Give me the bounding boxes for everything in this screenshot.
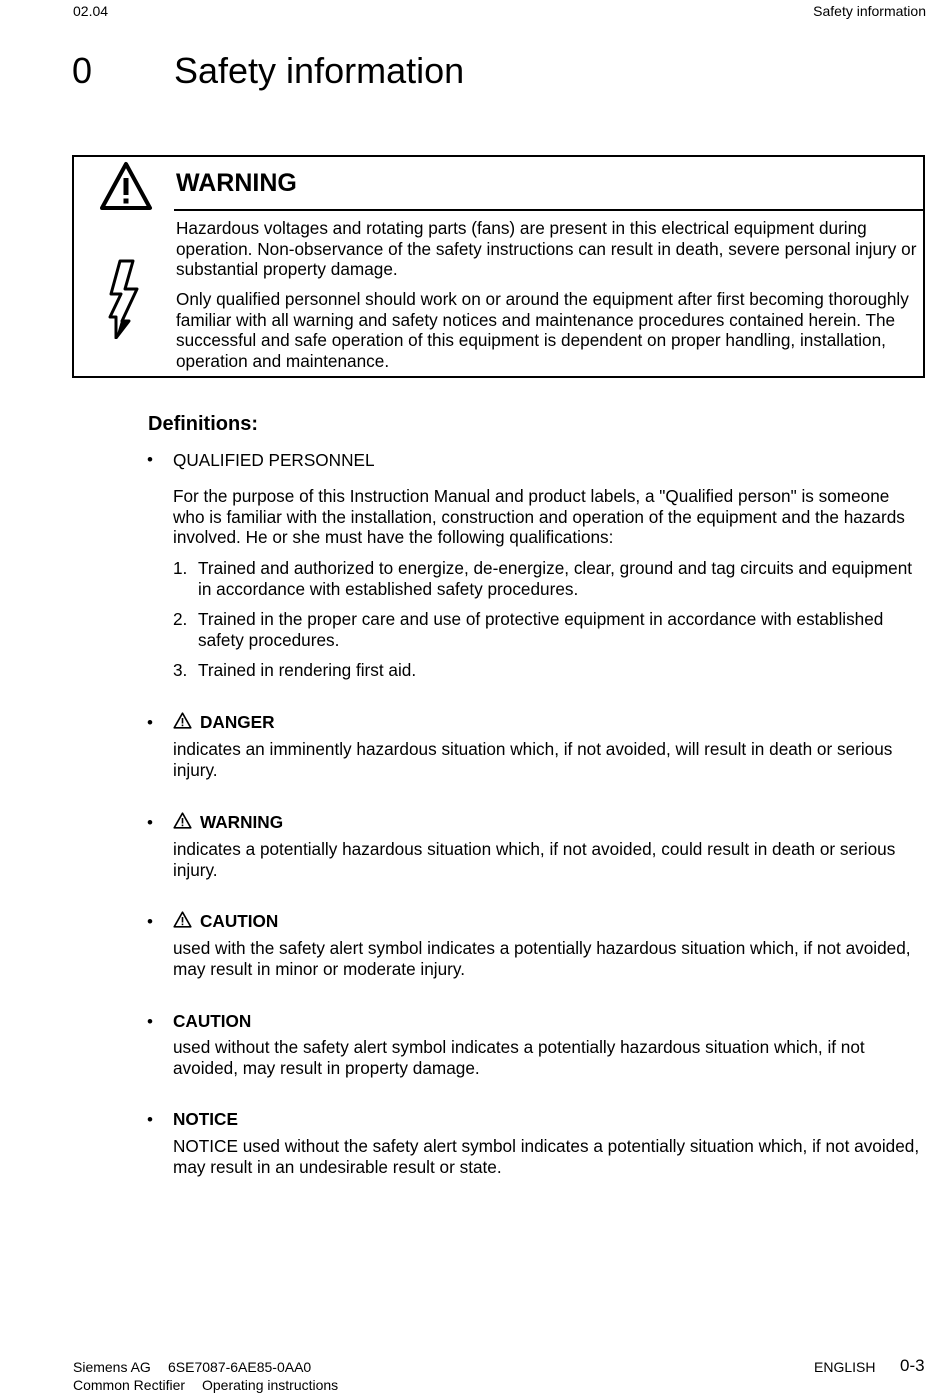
list-number: 1. (173, 558, 188, 578)
bullet: • (147, 1012, 153, 1031)
danger-label-text: DANGER (200, 712, 275, 732)
bullet: • (147, 912, 153, 931)
bullet: • (147, 713, 153, 732)
caution-label: CAUTION (173, 1011, 252, 1031)
caution-description: used without the safety alert symbol indicates a potentially hazardous situation which, if not avoided, may result in property damage. (173, 1037, 865, 1078)
warning-triangle-icon (99, 161, 153, 211)
warning-label-text: WARNING (200, 812, 284, 832)
bullet: • (147, 1110, 153, 1129)
warning-label (173, 812, 283, 833)
chapter-title: Safety information (174, 50, 465, 91)
qualified-personnel-label: QUALIFIED PERSONNEL (173, 450, 375, 470)
lightning-bolt-icon (108, 259, 144, 339)
footer-order-number: 6SE7087-6AE85-0AA0 (168, 1359, 312, 1375)
notice-description: NOTICE used without the safety alert symbol indicates a potentially situation which, if not avoided, may result in an undesirable result or state. (173, 1136, 920, 1177)
header-section-title: Safety information (813, 3, 926, 19)
footer-page-number: 0-3 (900, 1356, 925, 1375)
list-item: Trained and authorized to energize, de-energize, clear, ground and tag circuits and equipment in accordance with established safety procedures. (198, 558, 913, 599)
danger-label (173, 712, 274, 733)
warning-paragraph-1: Hazardous voltages and rotating parts (fans) are present in this electrical equipment during operation. Non-observance of the safety instructions can result in death, severe personal injury or substantial property damage. (176, 218, 917, 280)
safety-alert-icon (173, 812, 192, 829)
footer-company: Siemens AG (73, 1359, 151, 1375)
chapter-number: 0 (72, 50, 93, 91)
danger-description: indicates an imminently hazardous situation which, if not avoided, will result in death or serious injury. (173, 739, 893, 780)
footer-language: ENGLISH (814, 1359, 876, 1375)
notice-label: NOTICE (173, 1109, 238, 1129)
caution-alert-label-text: CAUTION (200, 911, 279, 931)
list-item: Trained in rendering first aid. (198, 660, 417, 680)
bullet: • (147, 813, 153, 832)
warning-paragraph-2: Only qualified personnel should work on or around the equipment after first becoming thoroughly familiar with all warning and safety notices and maintenance procedures contained herein. The successful and safe operation of this equipment is dependent on proper handling, installation, operation and maintenance. (176, 289, 909, 371)
list-number: 3. (173, 660, 188, 680)
list-number: 2. (173, 609, 188, 629)
list-item: Trained in the proper care and use of protective equipment in accordance with established safety procedures. (198, 609, 884, 650)
warning-box (72, 155, 925, 378)
caution-alert-label (173, 911, 278, 932)
header-date: 02.04 (73, 3, 109, 19)
bullet: • (147, 450, 153, 469)
qualified-personnel-intro: For the purpose of this Instruction Manual and product labels, a "Qualified person" is someone who is familiar with the installation, construction and operation of the equipment and the hazards involved. He or she must have the following qualifications: (173, 486, 905, 548)
definitions-title: Definitions: (148, 413, 258, 435)
safety-alert-icon (173, 911, 192, 928)
warning-description: indicates a potentially hazardous situation which, if not avoided, could result in death or serious injury. (173, 839, 896, 880)
caution-alert-description: used with the safety alert symbol indicates a potentially hazardous situation which, if not avoided, may result in minor or moderate injury. (173, 938, 911, 979)
safety-alert-icon (173, 712, 192, 729)
footer-product: Common Rectifier (73, 1377, 186, 1393)
warning-divider (174, 209, 923, 211)
footer-doc-type: Operating instructions (202, 1377, 339, 1393)
warning-heading: WARNING (176, 169, 297, 197)
